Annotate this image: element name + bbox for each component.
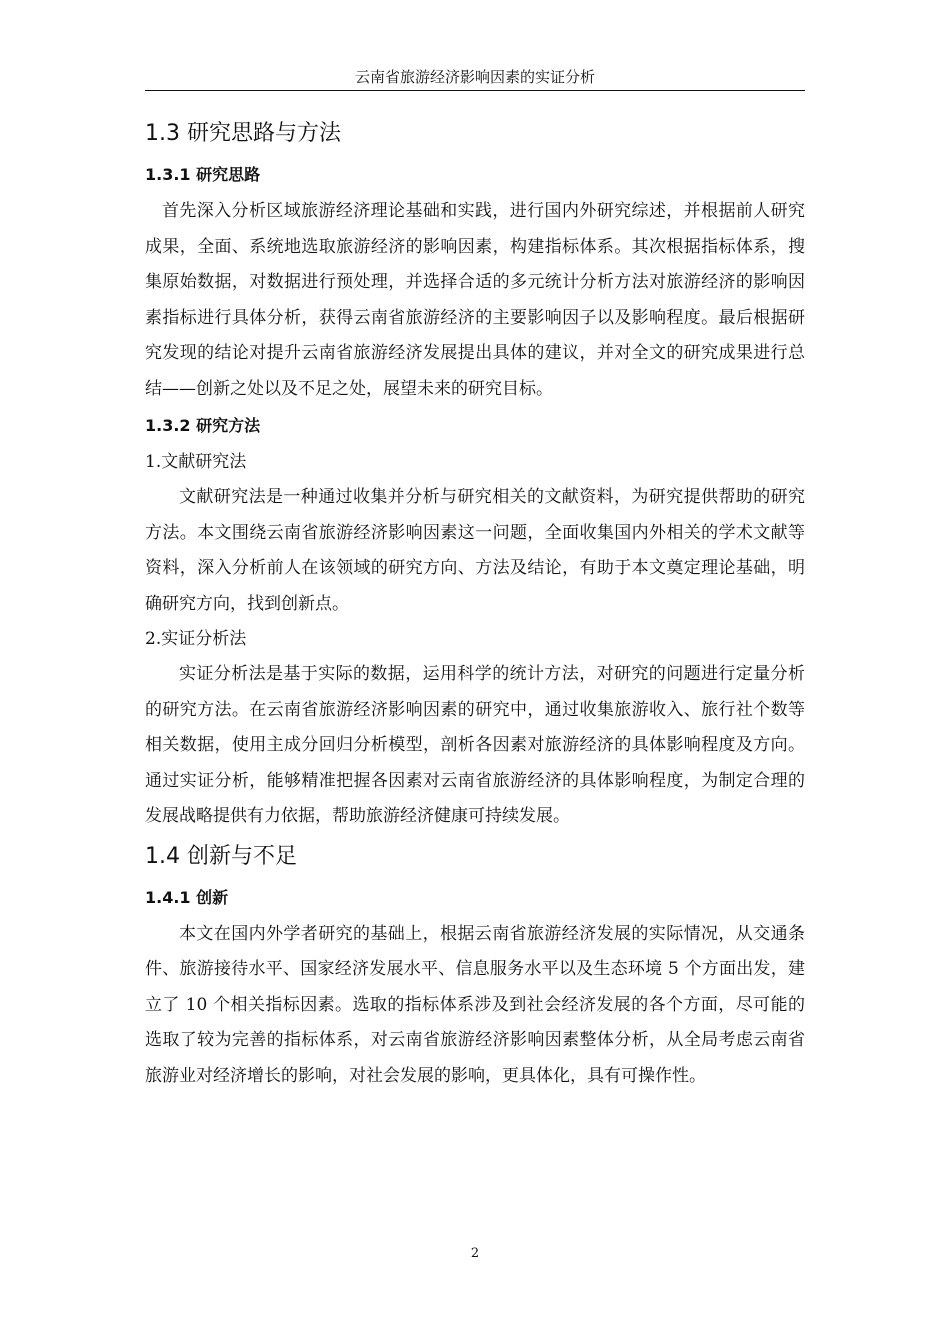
- subsection-heading-1-3-2: 1.3.2 研究方法: [145, 416, 261, 435]
- subsection-heading-1-3-1: 1.3.1 研究思路: [145, 165, 261, 184]
- paragraph-literature-method: 文献研究法是一种通过收集并分析与研究相关的文献资料，为研究提供帮助的研究方法。本文围绕云南省旅游经济影响因素这一问题，全面收集国内外相关的学术文献等资料，深入分析前人在该领域的研究方向、方法及结论，有助于本文奠定理论基础，明确研究方向，找到创新点。: [145, 487, 805, 614]
- page-number: 2: [470, 1246, 480, 1261]
- section-heading-1-4: 1.4 创新与不足: [145, 843, 297, 869]
- paragraph-innovation: 本文在国内外学者研究的基础上，根据云南省旅游经济发展的实际情况，从交通条件、旅游接待水平、国家经济发展水平、信息服务水平以及生态环境 5 个方面出发，建立了 10 个相关指标因素。选取的指标体系涉及到社会经济发展的各个方面，尽可能的选取了较为完善的指标体系，对云南省旅游经济影响因素整体分析，从全局考虑云南省旅游业对经济增长的影响，对社会发展的影响，更具体化，具有可操作性。: [145, 923, 805, 1086]
- paragraph-research-approach: 首先深入分析区域旅游经济理论基础和实践，进行国内外研究综述，并根据前人研究成果，全面、系统地选取旅游经济的影响因素，构建指标体系。其次根据指标体系，搜集原始数据，对数据进行预处理，并选择合适的多元统计分析方法对旅游经济的影响因素指标进行具体分析，获得云南省旅游经济的主要影响因子以及影响程度。最后根据研究发现的结论对提升云南省旅游经济发展提出具体的建议，并对全文的研究成果进行总结——创新之处以及不足之处，展望未来的研究目标。: [145, 201, 805, 399]
- page-body: [145, 112, 805, 1094]
- section-heading-1-3: 1.3 研究思路与方法: [145, 121, 341, 146]
- method-heading-empirical: 2.实证分析法: [145, 629, 247, 649]
- running-header: 云南省旅游经济影响因素的实证分析: [145, 64, 805, 91]
- subsection-heading-1-4-1: 1.4.1 创新: [145, 887, 229, 907]
- paragraph-empirical-method: 实证分析法是基于实际的数据，运用科学的统计方法，对研究的问题进行定量分析的研究方法。在云南省旅游经济影响因素的研究中，通过收集旅游收入、旅行社个数等相关数据，使用主成分回归分析模型，剖析各因素对旅游经济的具体影响程度及方向。通过实证分析，能够精准把握各因素对云南省旅游经济的具体影响程度，为制定合理的发展战略提供有力依据，帮助旅游经济健康可持续发展。: [145, 664, 805, 826]
- method-heading-literature: 1.文献研究法: [145, 452, 247, 472]
